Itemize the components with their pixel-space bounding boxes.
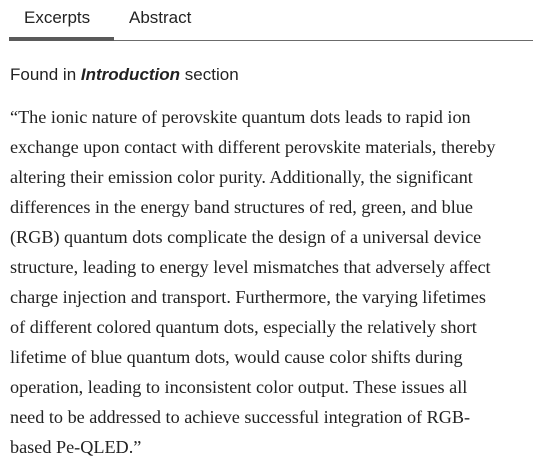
excerpt-line: lifetime of blue quantum dots, would cause color shifts during — [10, 347, 463, 367]
excerpt-line: based Pe-QLED.” — [10, 437, 142, 457]
excerpt-line: differences in the energy band structures of red, green, and blue — [10, 197, 473, 217]
excerpt-line: “The ionic nature of perovskite quantum dots leads to rapid ion — [10, 107, 471, 127]
excerpt-line: of different colored quantum dots, especially the relatively short — [10, 317, 477, 337]
section-name[interactable]: Introduction — [80, 65, 181, 84]
excerpt-line: need to be addressed to achieve successful integration of RGB- — [10, 407, 471, 427]
excerpt-line: (RGB) quantum dots complicate the design of a universal device — [10, 227, 482, 247]
excerpt-quote — [10, 102, 535, 462]
tab-bar — [9, 0, 533, 41]
found-in-prefix: Found in — [10, 65, 77, 84]
found-in-label — [10, 64, 239, 86]
excerpt-line: altering their emission color purity. Additionally, the significant — [10, 167, 473, 187]
tab-abstract[interactable]: Abstract — [129, 8, 192, 27]
excerpt-line: structure, leading to energy level mismatches that adversely affect — [10, 257, 491, 277]
excerpt-line: operation, leading to inconsistent color output. These issues all — [10, 377, 468, 397]
excerpt-line: exchange upon contact with different perovskite materials, thereby — [10, 137, 496, 157]
excerpt-line: charge injection and transport. Furthermore, the varying lifetimes — [10, 287, 486, 307]
tab-excerpts[interactable]: Excerpts — [9, 0, 114, 40]
found-in-suffix: section — [184, 65, 239, 84]
